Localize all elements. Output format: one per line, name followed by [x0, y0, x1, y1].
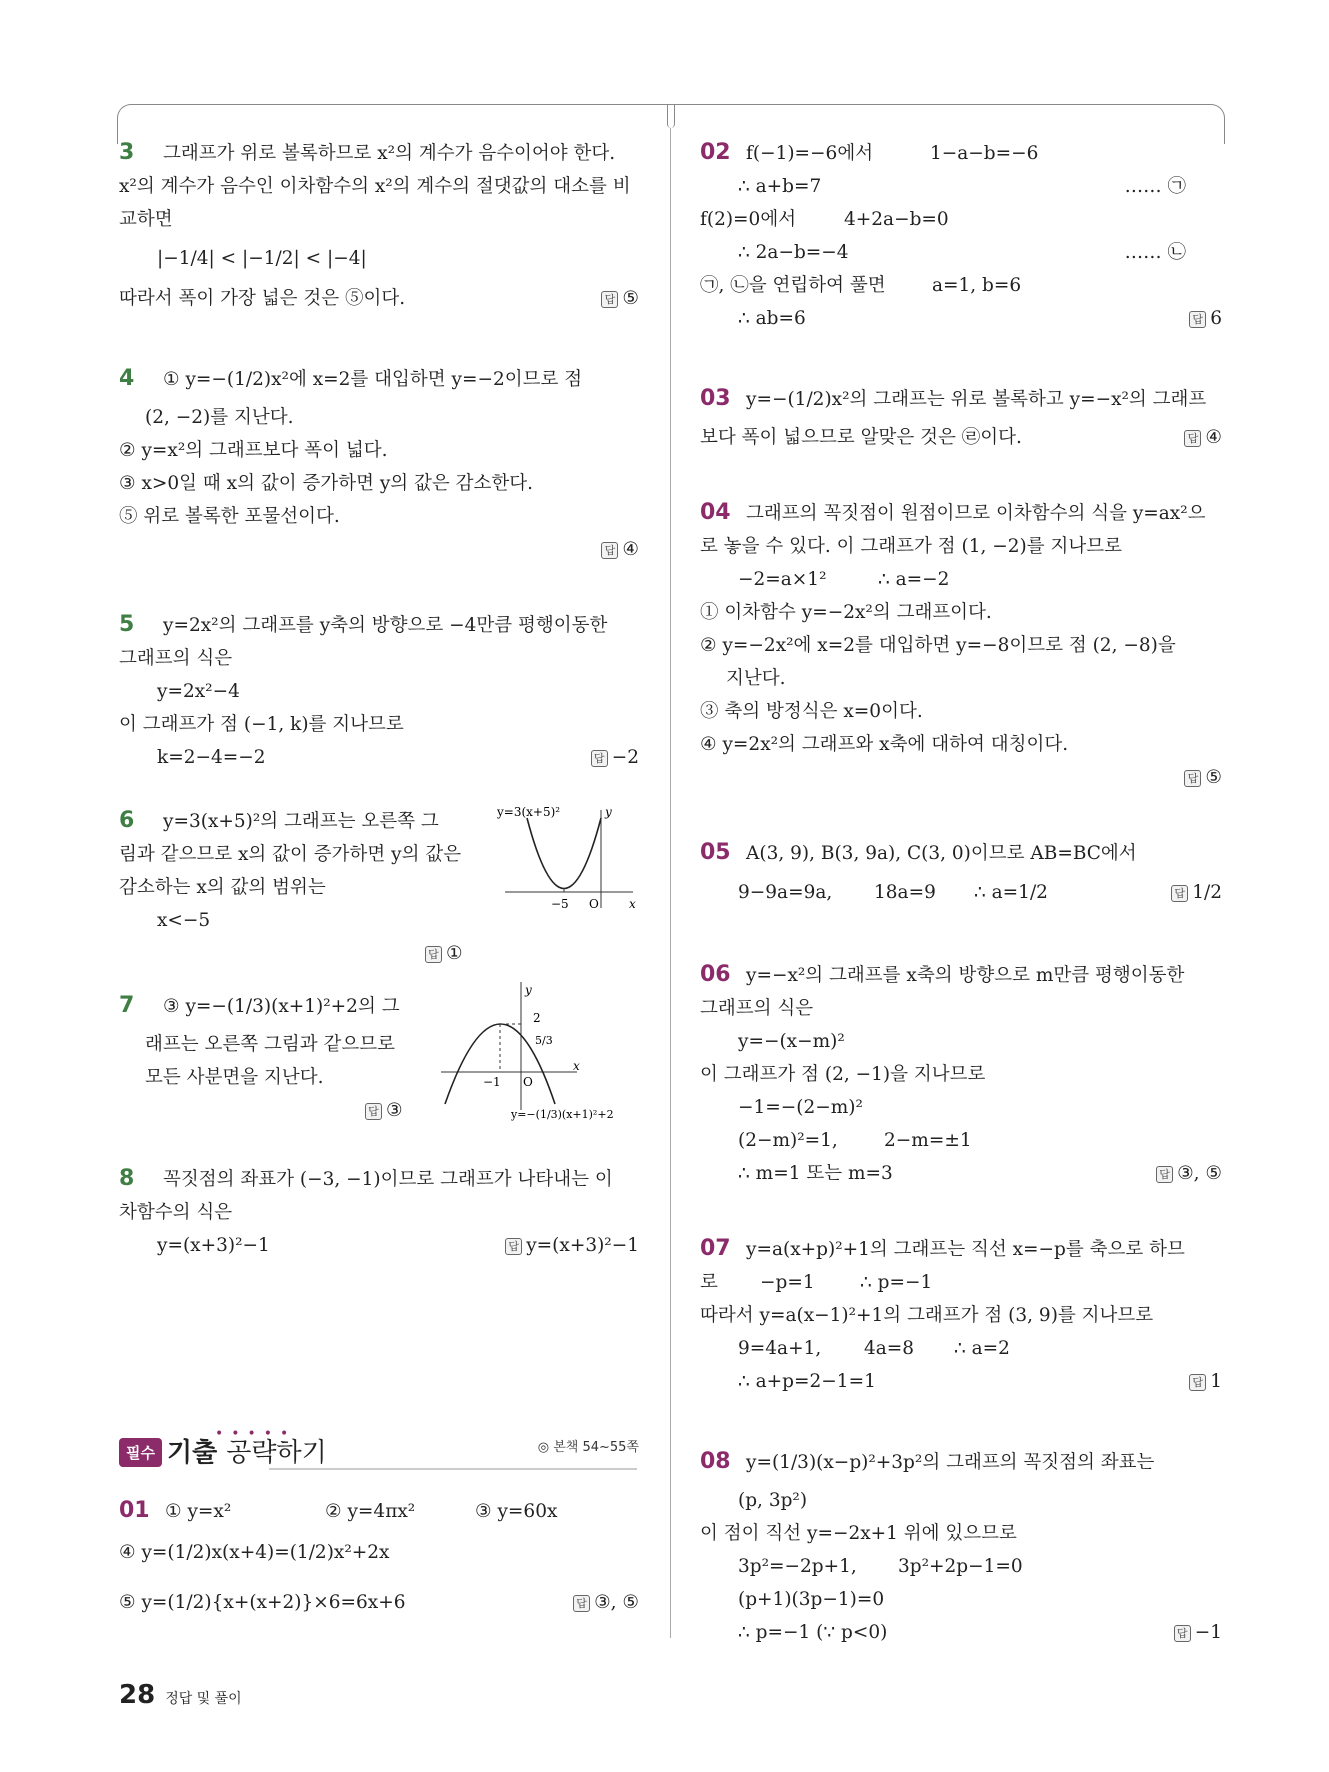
problem-text: 모든 사분면을 지난다. — [145, 1067, 324, 1088]
equation-marker: …… ㉠ — [1124, 176, 1186, 197]
problem-8 — [119, 1162, 639, 1262]
answer-mark-icon: 답 — [591, 750, 608, 767]
problem-number: 7 — [119, 993, 135, 1018]
problem-text: x²의 계수가 음수인 이차함수의 x²의 계수의 절댓값의 대소를 비 — [119, 176, 631, 197]
section-title: 기출 공략하기 — [167, 1438, 327, 1468]
problem-text: ② y=x²의 그래프보다 폭이 넓다. — [119, 440, 388, 461]
question-number: 07 — [700, 1236, 731, 1261]
problem-text: 래프는 오른쪽 그림과 같으므로 — [145, 1034, 395, 1055]
origin-label: O — [523, 1075, 533, 1089]
answer: 답 y=(x+3)²−1 — [505, 1229, 639, 1262]
question-number: 08 — [700, 1449, 731, 1474]
axis-label-y: y — [605, 805, 612, 819]
answer: 답 ⑤ — [1184, 761, 1222, 794]
column-divider-cap — [667, 104, 675, 128]
answer-mark-icon: 답 — [1189, 311, 1206, 328]
problem-text: y=2x²의 그래프를 y축의 방향으로 −4만큼 평행이동한 — [163, 615, 608, 636]
decorative-dots: ••••• — [215, 1426, 297, 1442]
equation-marker: …… ㉡ — [1124, 242, 1186, 263]
column-divider — [670, 128, 671, 1638]
answer: 답 6 — [1189, 302, 1222, 335]
question-number: 05 — [700, 840, 731, 865]
problem-7 — [119, 984, 639, 1132]
question-08: 08 y=(1/3)(x−p)²+3p²의 그래프의 꼭짓점의 좌표는 (p, 3p²) 이 점이 직선 y=−2x+1 위에 있으므로 3p²=−2p+1, 3p²+2p−1=0 (p+1)(3p−1)=0 ∴ p=−1 (∵ p<0) 답 −1 — [700, 1440, 1222, 1649]
problem-number: 4 — [119, 366, 135, 391]
problem-text: ① y=−(1/2)x²에 x=2를 대입하면 y=−2이므로 점 — [163, 369, 583, 390]
question-number: 04 — [700, 500, 731, 525]
section-underline — [269, 1468, 637, 1470]
answer: 답 ③, ⑤ — [573, 1578, 639, 1628]
answer: 답 ③, ⑤ — [1156, 1157, 1222, 1190]
section-header — [119, 1426, 639, 1480]
problem-text: 림과 같으므로 x의 값이 증가하면 y의 값은 — [119, 844, 462, 865]
tick-label: 2 — [533, 1011, 541, 1025]
problem-number: 5 — [119, 612, 135, 637]
question-02: 02 f(−1)=−6에서 1−a−b=−6 ∴ a+b=7 …… ㉠ f(2)=0에서 4+2a−b=0 ∴ 2a−b=−4 …… ㉡ ㉠, ㉡을 연립하여 풀면 a=1, b=6 ∴ ab=6 답 6 — [700, 136, 1222, 335]
answer-option: ⑤ y=(1/2){x+(x+2)}×6=6x+6 — [119, 1592, 406, 1613]
answer: ① — [446, 943, 463, 964]
problem-number: 6 — [119, 808, 135, 833]
problem-text: 그래프의 식은 — [119, 648, 233, 669]
tick-label: 5/3 — [535, 1034, 553, 1047]
question-06: 06 y=−x²의 그래프를 x축의 방향으로 m만큼 평행이동한 그래프의 식은 y=−(x−m)² 이 그래프가 점 (2, −1)을 지나므로 −1=−(2−m)² (2−m)²=1, 2−m=±1 ∴ m=1 또는 m=3 답 ③, ⑤ — [700, 958, 1222, 1190]
tick-label: −1 — [483, 1075, 501, 1089]
problem-number: 3 — [119, 140, 135, 165]
answer: 답 −2 — [591, 741, 639, 774]
answer-mark-icon: 답 — [1174, 1625, 1191, 1642]
math-expression: y=(x+3)²−1 — [157, 1235, 270, 1256]
question-number: 01 — [119, 1498, 150, 1523]
answer: 답 −1 — [1174, 1616, 1222, 1649]
math-expression: |−1/4| < |−1/2| < |−4| — [157, 248, 367, 269]
graph-figure-7 — [437, 972, 641, 1133]
answer-option: ③ y=60x — [475, 1501, 558, 1522]
problem-text: ⑤ 위로 볼록한 포물선이다. — [119, 506, 340, 527]
answer-mark-icon: 답 — [601, 291, 618, 308]
page-footer — [119, 1680, 242, 1710]
answer-mark-icon: 답 — [601, 542, 618, 559]
problem-number: 8 — [119, 1166, 135, 1191]
axis-label-x: x — [573, 1059, 580, 1073]
answer: ③ — [386, 1100, 403, 1121]
problem-text: (2, −2)를 지난다. — [145, 407, 294, 428]
problem-3 — [119, 136, 639, 315]
problem-text: ③ x>0일 때 x의 값이 증가하면 y의 값은 감소한다. — [119, 473, 534, 494]
math-expression: k=2−4=−2 — [157, 747, 266, 768]
answer: 답 1 — [1189, 1365, 1222, 1398]
footer-label: 정답 및 풀이 — [165, 1691, 242, 1707]
answer-option: ② y=4πx² — [325, 1501, 416, 1522]
problem-6 — [119, 804, 639, 964]
answer-mark-icon: 답 — [1189, 1374, 1206, 1391]
problem-text: 따라서 폭이 가장 넓은 것은 ⑤이다. — [119, 288, 406, 309]
answer: 답 1/2 — [1171, 870, 1222, 916]
answer-mark-icon: 답 — [505, 1238, 522, 1255]
answer: 답 ⑤ — [601, 282, 639, 315]
question-number: 06 — [700, 962, 731, 987]
problem-4 — [119, 357, 639, 566]
curve-label: y=−(1/3)(x+1)²+2 — [511, 1108, 614, 1121]
answer-mark-icon: 답 — [1171, 885, 1188, 902]
section-reference: ◎ 본책 54~55쪽 — [537, 1440, 639, 1455]
left-column-bottom — [119, 1494, 639, 1628]
question-01 — [119, 1494, 639, 1628]
question-number: 02 — [700, 140, 731, 165]
problem-text: 감소하는 x의 값의 범위는 — [119, 877, 326, 898]
answer-mark-icon: 답 — [365, 1103, 382, 1120]
page-number: 28 — [119, 1680, 156, 1710]
tick-label: −5 — [551, 897, 569, 911]
math-expression: x<−5 — [157, 910, 211, 931]
problem-text: 그래프가 위로 볼록하므로 x²의 계수가 음수이어야 한다. — [163, 143, 616, 164]
axis-label-y: y — [525, 983, 532, 997]
problem-text: 교하면 — [119, 209, 173, 230]
answer-mark-icon: 답 — [1156, 1166, 1173, 1183]
section-badge: 필수 — [119, 1438, 162, 1467]
answer-mark-icon: 답 — [425, 946, 442, 963]
question-number: 03 — [700, 386, 731, 411]
problem-text: 차함수의 식은 — [119, 1202, 233, 1223]
right-column — [700, 136, 1222, 1649]
answer-mark-icon: 답 — [1184, 430, 1201, 447]
question-04: 04 그래프의 꼭짓점이 원점이므로 이차함수의 식을 y=ax²으 로 놓을 수 있다. 이 그래프가 점 (1, −2)를 지나므로 −2=a×1² ∴ a=−2 ① 이차함수 y=−2x²의 그래프이다. ② y=−2x²에 x=2를 대입하면 y=−8이므로 점 (2, −8)을 지난다. ③ 축의 방정식은 x=0이다. ④ y=2x²의 그래프와 x축에 대하여 대칭이다. 답 ⑤ — [700, 496, 1222, 794]
problem-5 — [119, 608, 639, 774]
origin-label: O — [589, 897, 599, 911]
problem-text: y=3(x+5)²의 그래프는 오른쪽 그 — [163, 811, 439, 832]
problem-text: 이 그래프가 점 (−1, k)를 지나므로 — [119, 714, 404, 735]
question-03: 03 y=−(1/2)x²의 그래프는 위로 볼록하고 y=−x²의 그래프 보다 폭이 넓으므로 알맞은 것은 ㉣이다. 답 ④ — [700, 377, 1222, 454]
problem-text: ③ y=−(1/3)(x+1)²+2의 그 — [163, 996, 400, 1017]
question-07: 07 y=a(x+p)²+1의 그래프는 직선 x=−p를 축으로 하므 로 −p=1 ∴ p=−1 따라서 y=a(x−1)²+1의 그래프가 점 (3, 9)를 지나므로 9=4a+1, 4a=8 ∴ a=2 ∴ a+p=2−1=1 답 1 — [700, 1232, 1222, 1398]
answer-mark-icon: 답 — [1184, 770, 1201, 787]
axis-label-x: x — [629, 897, 636, 911]
answer-option: ① y=x² — [165, 1501, 232, 1522]
answer: 답 ④ — [601, 533, 639, 566]
answer-mark-icon: 답 — [573, 1595, 590, 1612]
curve-label: y=3(x+5)² — [497, 805, 561, 819]
question-05: 05 A(3, 9), B(3, 9a), C(3, 0)이므로 AB=BC에서 9−9a=9a, 18a=9 ∴ a=1/2 답 1/2 — [700, 836, 1222, 916]
problem-text: 꼭짓점의 좌표가 (−3, −1)이므로 그래프가 나타내는 이 — [163, 1169, 613, 1190]
answer: 답 ④ — [1184, 421, 1222, 454]
math-expression: y=2x²−4 — [157, 681, 240, 702]
graph-figure-6 — [497, 804, 639, 923]
left-column — [119, 136, 639, 1262]
answer-option: ④ y=(1/2)x(x+4)=(1/2)x²+2x — [119, 1542, 390, 1563]
